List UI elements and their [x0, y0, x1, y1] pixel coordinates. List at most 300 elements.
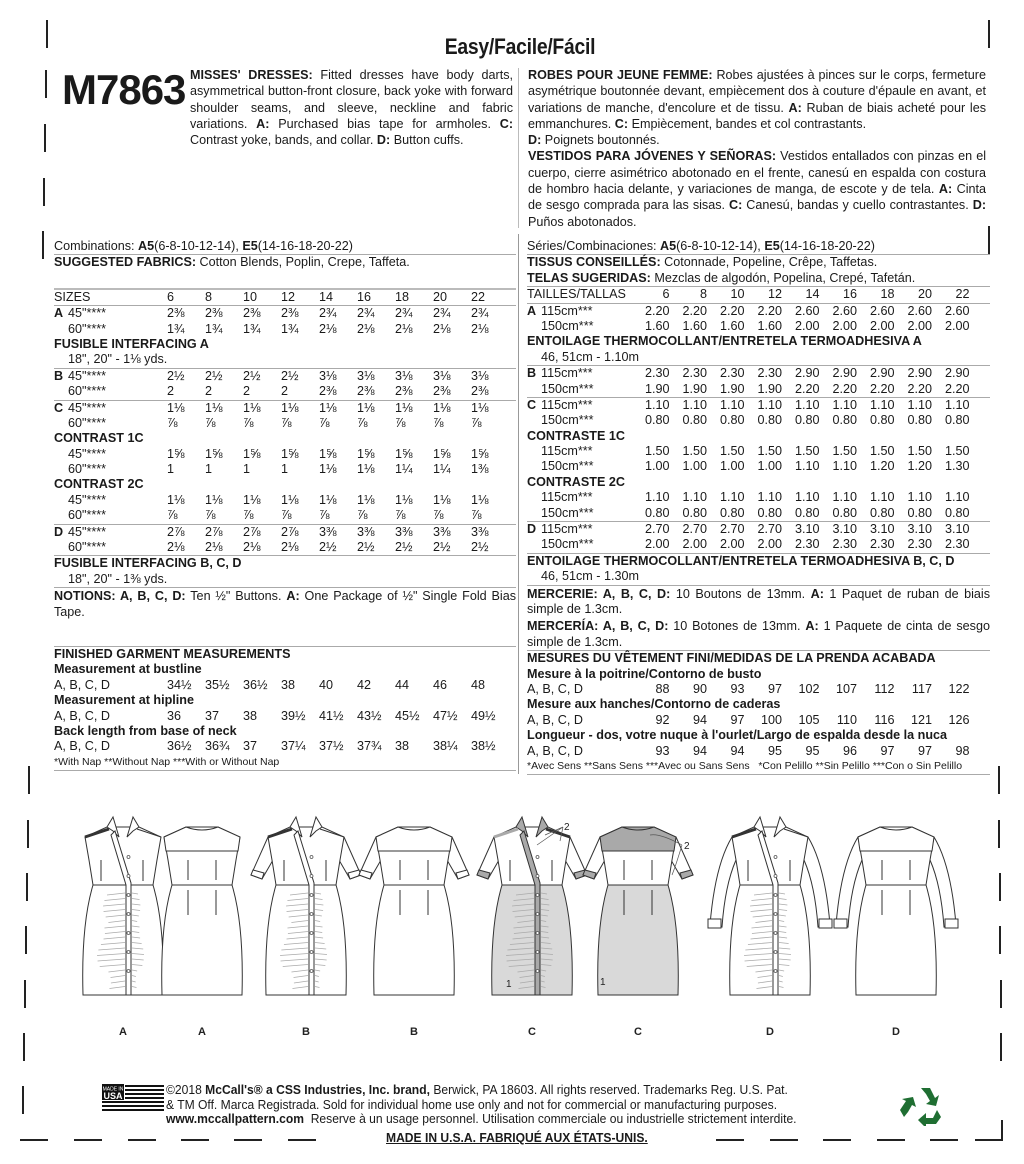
section-heading: [527, 429, 990, 444]
table-cell: 2⅜: [319, 384, 337, 399]
notions-label: NOTIONS: A, B, C, D:: [54, 589, 186, 604]
footnote: *With Nap **Without Nap ***With or Without Nap: [54, 755, 280, 768]
section-heading: [527, 554, 990, 569]
table-cell: 92: [655, 712, 670, 727]
row-label: [527, 319, 632, 334]
table-cell: 1.20: [869, 459, 895, 474]
button: [127, 970, 130, 973]
table-cell: 1.50: [644, 444, 670, 459]
view-a-label: A:: [938, 182, 953, 197]
table-cell: 2.60: [907, 303, 932, 318]
row-label-text: 60"****: [68, 384, 107, 399]
cut-mark: [716, 1139, 744, 1141]
cut-mark: [975, 1139, 1003, 1141]
yardage-chart-fr-es: [527, 239, 990, 775]
table-cell: 1.30: [944, 459, 970, 474]
measurement-heading: [527, 697, 990, 712]
desc-fr-title: ROBES POUR JEUNE FEMME:: [528, 68, 713, 82]
address: Berwick, PA 18603. All rights reserved. Trademarks Reg. U.S. Pat.: [433, 1082, 788, 1097]
table-cell: 1.10: [644, 397, 670, 412]
callout-number: 2: [564, 822, 570, 833]
button: [774, 970, 777, 973]
row-label: [527, 287, 632, 302]
button: [774, 932, 777, 935]
table-cell: 2⅛: [243, 540, 261, 555]
table-cell: 0.80: [719, 505, 745, 520]
table-cell: 1⅛: [433, 400, 451, 415]
sleeve-left: [836, 837, 862, 927]
table-cell: 48: [471, 677, 486, 692]
row-label: [54, 401, 167, 416]
table-cell: 1.10: [832, 459, 857, 474]
row-label-text: 150cm***: [541, 381, 594, 396]
section-heading: [527, 475, 990, 490]
table-cell: 93: [655, 743, 670, 758]
view-d-label: D:: [528, 133, 542, 148]
table-cell: 2.30: [944, 537, 970, 552]
table-cell: 37¾: [357, 739, 382, 754]
row-label: [527, 444, 632, 459]
table-cell: 1.10: [757, 397, 782, 412]
table-cell: 1.10: [832, 397, 857, 412]
table-cell: 3⅜: [357, 524, 375, 539]
table-cell: 1¾: [167, 321, 185, 336]
table-cell: 1.00: [757, 459, 782, 474]
table-cell: 18: [395, 289, 410, 304]
table-cell: 0.80: [682, 505, 707, 520]
row-label-text: A, B, C, D: [527, 682, 583, 696]
table-cell: 2: [205, 384, 213, 399]
row-label: [54, 525, 167, 540]
yardage-row: [54, 384, 516, 400]
table-cell: 0.80: [682, 413, 707, 428]
row-label: [54, 540, 167, 555]
table-cell: 1: [167, 462, 175, 477]
desc-es-text: Vestidos entallados con pinzas en el cuerpo, cierre asimétrico abotonado en el frente, canesú en espalda con costura de hombro hacia delante, y variaciones de manga, de escote y de tela.: [528, 149, 986, 197]
skirt: [492, 885, 573, 995]
table-cell: 1.00: [644, 459, 670, 474]
table-cell: 36½: [167, 739, 192, 754]
footnote-line: [527, 759, 990, 775]
mercerie-text: 10 Boutons de 13mm.: [675, 586, 806, 601]
table-cell: 1.50: [869, 444, 895, 459]
table-cell: ⅞: [395, 415, 406, 430]
table-cell: 2.70: [719, 522, 745, 537]
table-cell: 22: [955, 287, 970, 302]
table-cell: ⅞: [471, 508, 482, 523]
table-cell: 2.30: [719, 366, 745, 381]
table-cell: 1.90: [682, 381, 707, 396]
table-cell: 39½: [281, 708, 306, 723]
measurement-title: Back length from base of neck: [54, 723, 237, 738]
table-cell: 1⅛: [243, 400, 261, 415]
button: [536, 913, 539, 916]
button: [536, 951, 539, 954]
row-label-text: A, B, C, D: [54, 677, 110, 692]
skirt: [856, 885, 937, 995]
row-label: [527, 382, 632, 397]
merceria-label: MERCERÍA: A, B, C, D:: [527, 619, 669, 634]
yardage-row: [527, 366, 990, 381]
table-cell: 1.60: [644, 318, 670, 333]
table-cell: 1.00: [719, 459, 745, 474]
table-cell: 14: [319, 289, 334, 304]
table-cell: 2.00: [832, 318, 857, 333]
button: [536, 894, 539, 897]
table-cell: 2: [243, 384, 251, 399]
dress-sketch-c-back: [583, 827, 693, 995]
measurement-heading: [527, 667, 990, 682]
view-label: A: [198, 1026, 206, 1038]
table-cell: 2⅜: [395, 384, 413, 399]
table-cell: 14: [805, 287, 820, 302]
combinations-label: Combinations:: [54, 239, 135, 253]
table-cell: 20: [917, 287, 932, 302]
table-cell: 1.00: [682, 459, 707, 474]
row-label: [54, 493, 167, 508]
view-label: D: [892, 1026, 900, 1038]
section-heading: [54, 337, 516, 352]
table-cell: 1⅜: [471, 462, 489, 477]
measurement-row: [54, 678, 516, 693]
table-cell: 2.20: [869, 381, 895, 396]
row-label: [54, 306, 167, 321]
table-cell: 2⅜: [243, 306, 261, 321]
row-label-text: 150cm***: [541, 537, 594, 552]
table-cell: 2.60: [944, 303, 970, 318]
view-letter: B: [54, 368, 64, 383]
table-cell: 94: [730, 743, 745, 758]
table-cell: 44: [395, 677, 410, 692]
suggested-fabrics: [54, 255, 516, 270]
row-label: [527, 682, 632, 697]
table-cell: 1.10: [719, 397, 745, 412]
table-cell: 2⅞: [205, 524, 223, 539]
sizes-header: [54, 290, 516, 306]
table-cell: 1.10: [907, 397, 932, 412]
table-cell: 1.50: [794, 444, 820, 459]
yardage-row: [527, 304, 990, 319]
table-cell: 1⅛: [319, 462, 337, 477]
measurement-heading: [54, 693, 516, 708]
combo-a5-sizes: (6-8-10-12-14),: [154, 239, 239, 253]
row-label: [527, 713, 632, 728]
measurement-title: Mesure à la poitrine/Contorno de busto: [527, 666, 762, 681]
interfacing-bcd-text: 46, 51cm - 1.30m: [541, 569, 639, 584]
row-label: [54, 508, 167, 523]
table-cell: 1.10: [682, 490, 707, 505]
combo-e5-sizes: (14-16-18-20-22): [257, 239, 353, 253]
table-cell: 1.10: [944, 490, 970, 505]
button: [774, 856, 777, 859]
combo-a5-sizes: (6-8-10-12-14),: [676, 239, 761, 253]
notions: [54, 588, 516, 620]
combinations: [54, 239, 516, 255]
yardage-row: [527, 382, 990, 398]
table-cell: 1.10: [794, 459, 820, 474]
table-cell: 3.10: [832, 522, 857, 537]
interfacing-bcd-text: 18", 20" - 1⅜ yds.: [68, 571, 168, 586]
mercerie-a-label: A:: [810, 586, 824, 601]
section-heading: [54, 556, 516, 571]
table-cell: 0.80: [644, 413, 670, 428]
table-cell: 0.80: [869, 413, 895, 428]
view-letter: A: [54, 306, 64, 321]
table-cell: 102: [798, 682, 820, 696]
table-cell: 0.80: [907, 505, 932, 520]
table-cell: 1.10: [869, 397, 895, 412]
interfacing-a-label: ENTOILAGE THERMOCOLLANT/ENTRETELA TERMOADHESIVA A: [527, 334, 922, 349]
table-cell: 1⅛: [395, 400, 413, 415]
dress-sketch-b-back: [359, 827, 469, 995]
row-label-text: A, B, C, D: [527, 743, 583, 758]
view-letter: A: [527, 303, 537, 318]
measurement-title: Measurement at hipline: [54, 693, 194, 708]
table-cell: 1⅛: [471, 400, 489, 415]
cut-mark: [46, 20, 48, 48]
table-cell: 95: [767, 743, 782, 758]
table-cell: 1.50: [944, 444, 970, 459]
table-cell: 2⅞: [281, 524, 299, 539]
spacer: [54, 271, 516, 290]
button: [310, 913, 313, 916]
view-letter: C: [54, 400, 64, 415]
notions-text: Ten ½" Buttons.: [190, 589, 282, 604]
row-label-text: 45"****: [68, 306, 107, 321]
table-cell: 2¾: [433, 306, 451, 321]
row-label: [54, 462, 167, 477]
table-cell: 2.30: [832, 537, 857, 552]
table-cell: 1.10: [794, 397, 820, 412]
cut-mark: [43, 178, 45, 206]
footnote: *Avec Sens **Sans Sens ***Avec ou Sans Sens *Con Pelillo **Sin Pelillo ***Con o Sin Pelillo: [527, 759, 963, 772]
view-d-text: Poignets boutonnés.: [544, 133, 660, 148]
table-cell: 1: [281, 462, 289, 477]
table-cell: 3⅜: [433, 524, 451, 539]
button: [536, 875, 539, 878]
table-cell: 1¼: [433, 462, 451, 477]
cuff: [708, 919, 721, 928]
table-cell: 1⅛: [433, 492, 451, 507]
difficulty-title: Easy/Facile/Fácil: [444, 34, 596, 59]
table-cell: 2.00: [719, 537, 745, 552]
table-cell: 0.80: [757, 413, 782, 428]
cut-mark: [998, 766, 1000, 794]
row-label: [527, 522, 632, 537]
table-cell: 1.10: [944, 397, 970, 412]
button: [310, 932, 313, 935]
row-label-text: 60"****: [68, 321, 107, 336]
row-label-text: 150cm***: [541, 505, 594, 520]
section-heading: [54, 477, 516, 492]
button: [127, 913, 130, 916]
view-letter: C: [527, 397, 537, 412]
column-divider: [518, 68, 519, 228]
table-cell: 1.90: [644, 381, 670, 396]
row-label-text: 45"****: [68, 492, 107, 507]
row-label-text: 115cm***: [541, 444, 593, 459]
table-cell: 36: [167, 708, 182, 723]
measurement-title: Mesure aux hanches/Contorno de caderas: [527, 697, 781, 712]
table-cell: 2.70: [682, 522, 707, 537]
table-cell: 107: [835, 682, 857, 696]
table-cell: 2.70: [757, 522, 782, 537]
table-cell: ⅞: [281, 508, 292, 523]
table-cell: 1.50: [907, 444, 932, 459]
row-label: [54, 739, 167, 754]
view-d-label: D:: [972, 198, 987, 213]
table-cell: 2⅜: [205, 306, 223, 321]
table-cell: 2⅞: [243, 524, 261, 539]
row-label-text: 45"****: [68, 446, 107, 461]
button: [127, 932, 130, 935]
table-cell: 2¾: [357, 306, 375, 321]
yardage-row: [527, 444, 990, 459]
mercerie-a-text: 1 Paquet de ruban de biais simple de 1.3cm.: [527, 586, 990, 616]
row-label-text: 115cm***: [541, 303, 593, 318]
table-cell: 49½: [471, 708, 496, 723]
merceria-text: 10 Botones de 13mm.: [673, 619, 801, 634]
table-cell: 6: [662, 287, 670, 302]
interfacing-amount: [527, 350, 990, 366]
yardage-row: [527, 506, 990, 522]
table-cell: 1⅝: [395, 446, 413, 461]
table-cell: 3.10: [944, 522, 970, 537]
yardage-row: [54, 401, 516, 416]
cut-mark: [877, 1139, 905, 1141]
table-cell: 1.60: [682, 318, 707, 333]
table-cell: 0.80: [644, 505, 670, 520]
spacer: [54, 620, 516, 647]
table-cell: 36½: [243, 677, 268, 692]
row-label: [527, 490, 632, 505]
view-a-text: Cinta de sesgo comprada para las sisas.: [528, 182, 987, 213]
table-cell: 1.10: [907, 490, 932, 505]
table-cell: 37¼: [281, 739, 306, 754]
button: [127, 856, 130, 859]
table-cell: 1⅛: [167, 400, 185, 415]
yardage-row: [54, 322, 516, 337]
button: [310, 970, 313, 973]
table-cell: 0.80: [794, 505, 820, 520]
button: [774, 875, 777, 878]
table-cell: 2½: [243, 368, 261, 383]
copyright: ©2018: [166, 1082, 202, 1097]
table-cell: ⅞: [433, 415, 444, 430]
table-cell: 2½: [433, 540, 451, 555]
button: [774, 894, 777, 897]
pattern-number: M7863: [62, 66, 186, 113]
table-cell: 1⅛: [205, 400, 223, 415]
row-label-text: 45"****: [68, 400, 107, 415]
table-cell: 0.80: [757, 505, 782, 520]
cut-mark: [288, 1139, 316, 1141]
website-link[interactable]: www.mccallpattern.com: [166, 1111, 304, 1126]
table-cell: 1⅝: [471, 446, 489, 461]
description-fr-es: [528, 67, 986, 230]
table-cell: 2: [167, 384, 175, 399]
table-cell: 3⅜: [395, 524, 413, 539]
table-cell: 38: [395, 739, 410, 754]
legal-line-fr: Reserve à un usage personnel. Utilisation commerciale ou industrielle strictement interdite.: [310, 1111, 797, 1126]
table-cell: 38: [281, 677, 296, 692]
table-cell: 38¼: [433, 739, 458, 754]
cut-mark: [181, 1139, 209, 1141]
contrast-heading: CONTRAST 1C: [54, 431, 144, 446]
table-cell: 38½: [471, 739, 496, 754]
table-cell: 96: [842, 743, 857, 758]
table-cell: 122: [948, 682, 970, 696]
table-cell: 2⅛: [471, 321, 489, 336]
table-cell: 18: [880, 287, 895, 302]
table-cell: 46: [433, 677, 448, 692]
button: [310, 894, 313, 897]
table-cell: 1.10: [682, 397, 707, 412]
row-label: [527, 366, 632, 381]
table-cell: 1.20: [907, 459, 932, 474]
footnote-line: [54, 755, 516, 771]
table-cell: 1.10: [832, 490, 857, 505]
yardage-chart-en: [54, 239, 516, 771]
table-cell: 37½: [319, 739, 344, 754]
table-cell: 1.10: [794, 490, 820, 505]
measurement-row: [54, 739, 516, 754]
row-label: [54, 416, 167, 431]
table-cell: ⅞: [357, 415, 368, 430]
table-cell: ⅞: [205, 508, 216, 523]
merceria-a-label: A:: [805, 619, 819, 634]
interfacing-a-text: 18", 20" - 1⅛ yds.: [68, 352, 168, 367]
table-cell: 1.10: [757, 490, 782, 505]
row-label-text: 60"****: [68, 415, 107, 430]
dress-sketch-a-front: [83, 817, 164, 995]
table-cell: 38: [243, 708, 258, 723]
fabrics-fr-text: Cotonnade, Popeline, Crêpe, Taffetas.: [664, 255, 878, 270]
measurement-heading: [54, 724, 516, 739]
table-cell: 0.80: [944, 505, 970, 520]
yardage-row: [54, 369, 516, 384]
table-cell: 100: [760, 712, 782, 727]
table-cell: ⅞: [205, 415, 216, 430]
dress-sketch-a-back: [162, 827, 243, 995]
cut-mark: [42, 231, 44, 259]
yardage-row: [527, 413, 990, 428]
dress-sketch-d-back: [834, 827, 958, 995]
view-label: D: [766, 1026, 774, 1038]
table-cell: 40: [319, 677, 334, 692]
table-cell: ⅞: [319, 508, 330, 523]
sleeve-right: [930, 837, 956, 927]
table-cell: 2¾: [395, 306, 413, 321]
desc-es-title: VESTIDOS PARA JÓVENES Y SEÑORAS:: [528, 149, 777, 164]
made-in-usa-logo: [102, 1084, 164, 1124]
made-in-usa-text: MADE IN U.S.A. FABRIQUÉ AUX ÉTATS-UNIS.: [386, 1130, 648, 1145]
table-cell: 0.80: [944, 413, 970, 428]
view-c-text: Contrast yoke, bands, and collar.: [190, 133, 374, 148]
row-label: [54, 322, 167, 337]
table-cell: 1⅛: [167, 492, 185, 507]
row-label-text: 115cm***: [541, 366, 593, 381]
button: [774, 951, 777, 954]
yardage-row: [527, 522, 990, 537]
table-cell: 20: [433, 289, 448, 304]
view-label: B: [410, 1026, 418, 1038]
cut-mark: [988, 20, 990, 48]
button: [310, 875, 313, 878]
table-cell: 12: [767, 287, 782, 302]
cut-mark: [74, 1139, 102, 1141]
interfacing-a-text: 46, 51cm - 1.10m: [541, 349, 639, 364]
